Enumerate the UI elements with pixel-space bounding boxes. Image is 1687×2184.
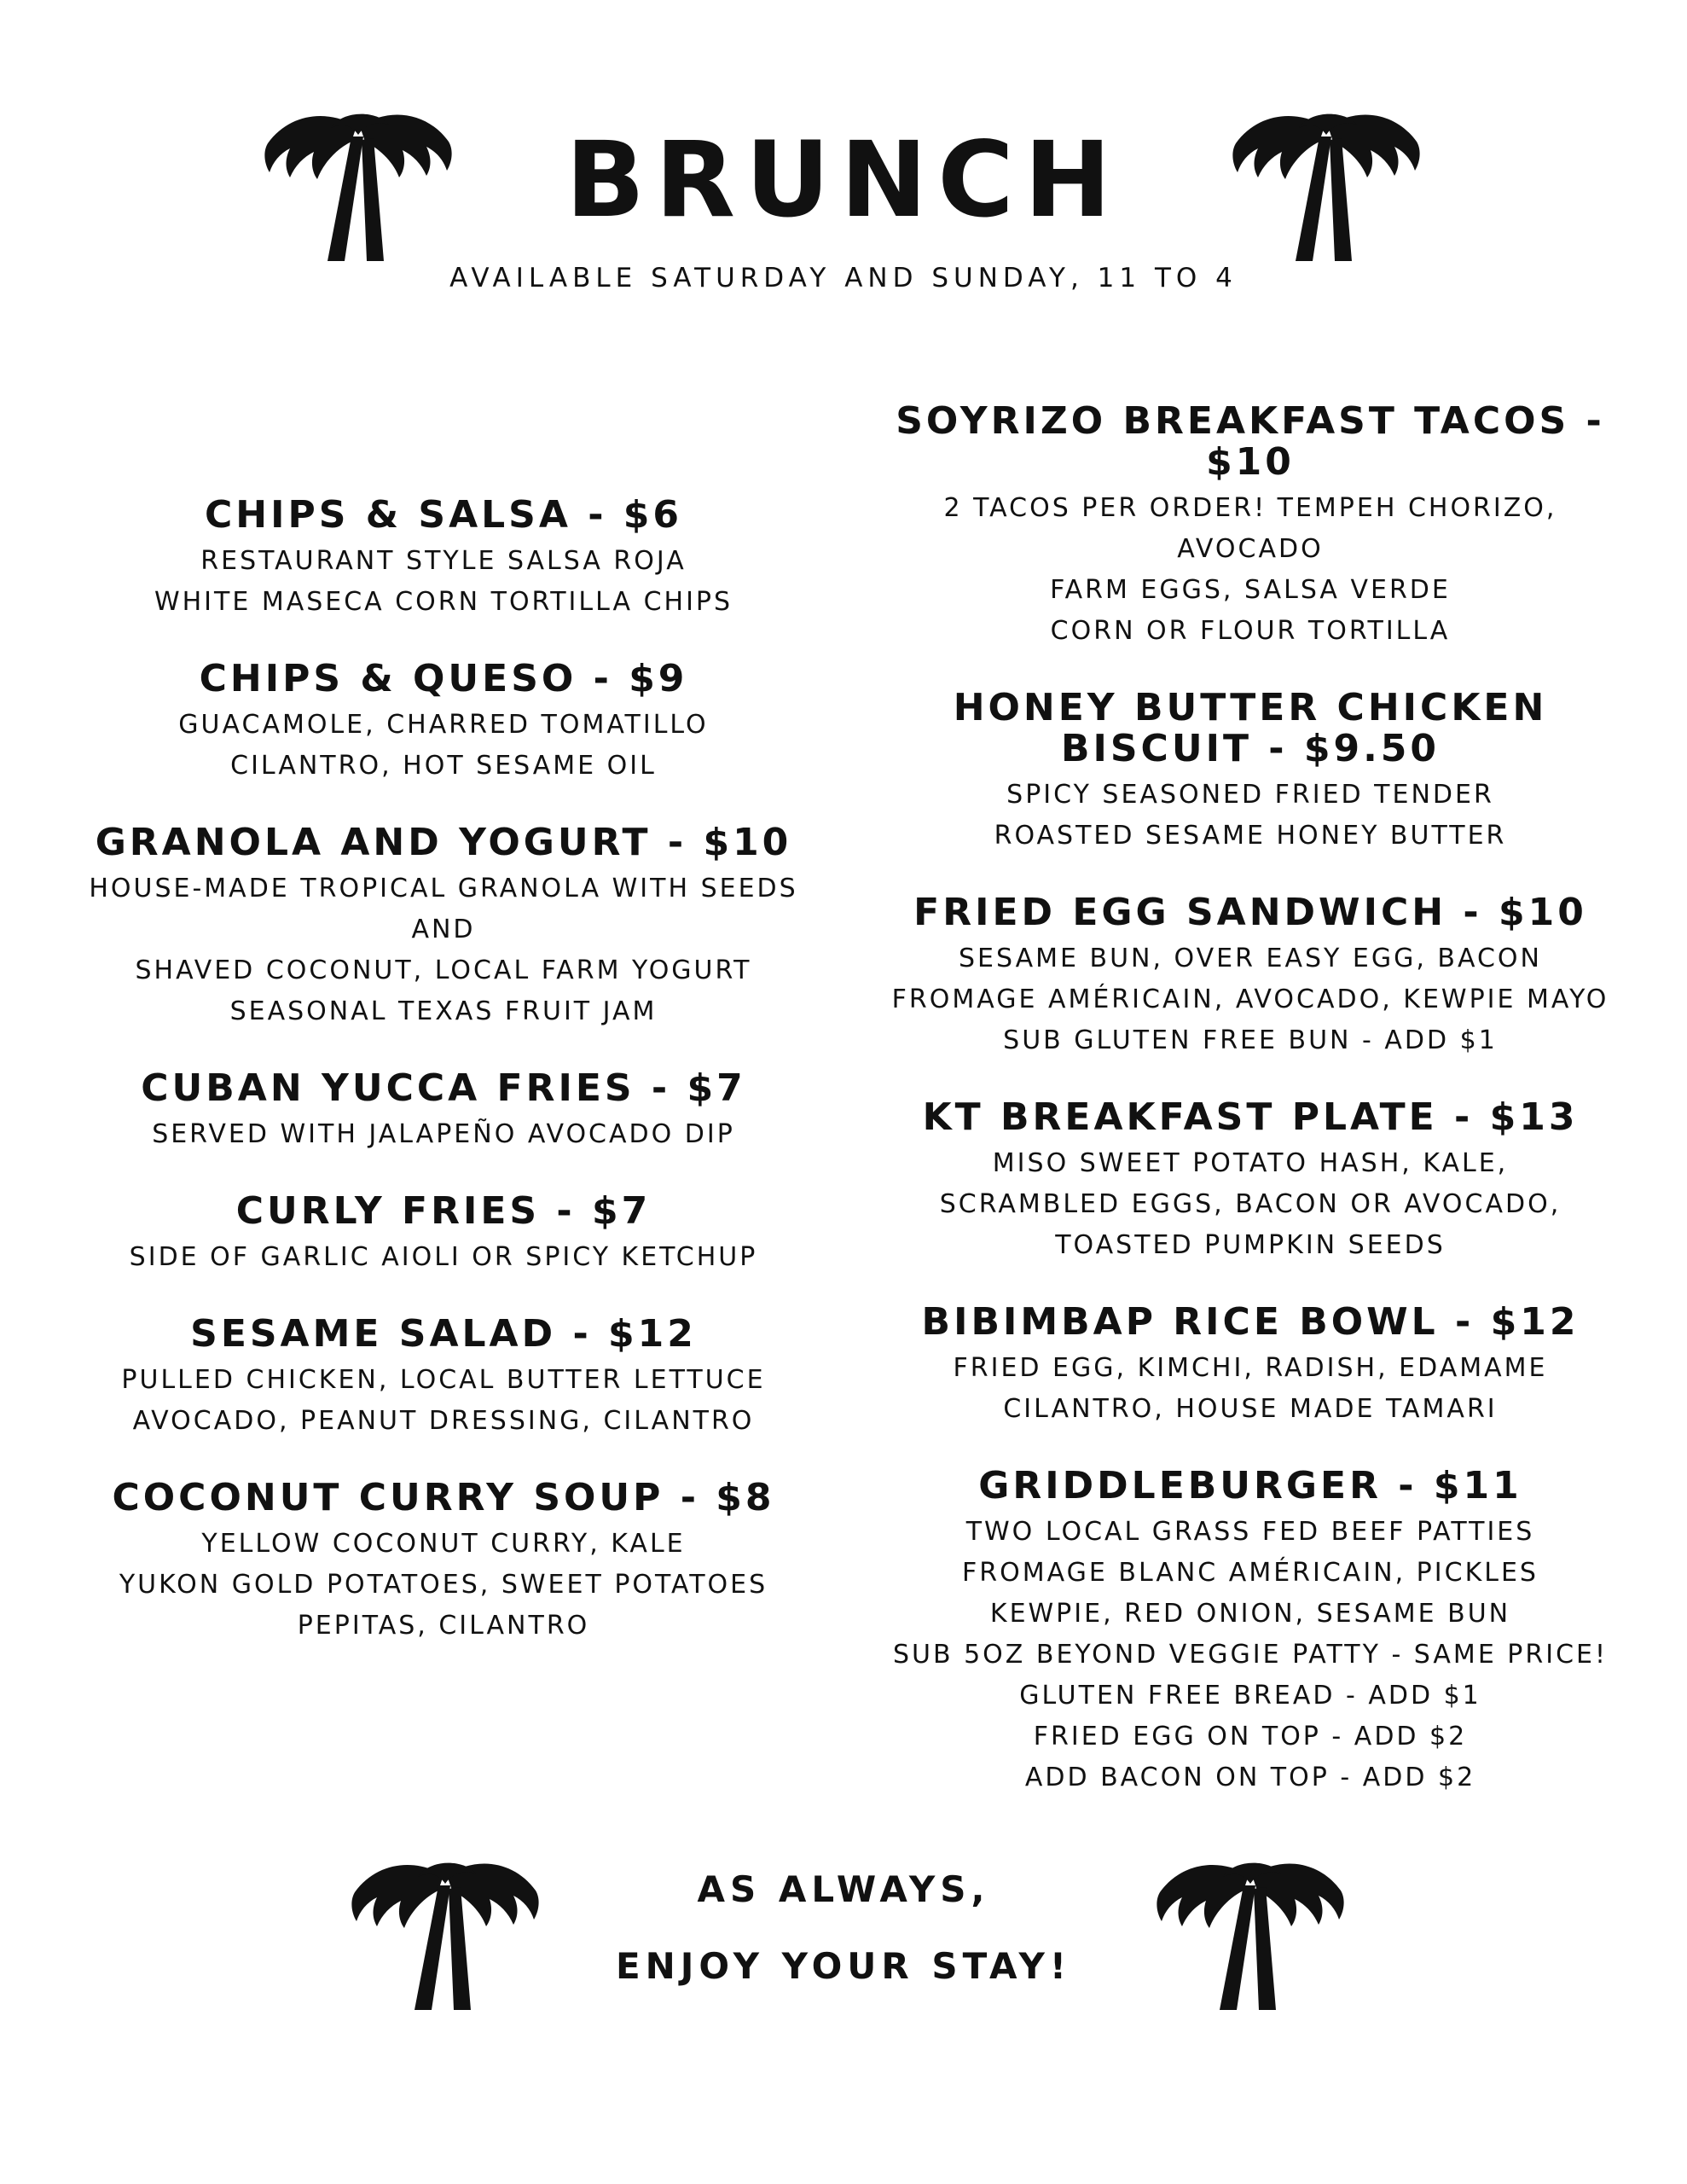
menu-item	[60, 822, 827, 1032]
menu-item-desc-line: YELLOW COCONUT CURRY, KALE	[201, 1529, 686, 1559]
menu-item-name: CURLY FRIES - $7	[235, 1189, 652, 1233]
menu-item	[867, 1302, 1634, 1430]
menu-item-desc-line: MISO SWEET POTATO HASH, KALE,	[992, 1148, 1509, 1178]
menu-item-name: BIBIMBAP RICE BOWL - $12	[921, 1300, 1580, 1344]
menu-item-desc-line: RESTAURANT STYLE SALSA ROJA	[200, 546, 687, 576]
menu-item-desc-line: ADD BACON ON TOP - ADD $2	[1024, 1763, 1476, 1792]
menu-item-desc-line: PULLED CHICKEN, LOCAL BUTTER LETTUCE	[121, 1365, 766, 1395]
menu-item-name: SESAME SALAD - $12	[190, 1312, 697, 1356]
menu-column-left	[60, 495, 827, 1682]
menu-item	[60, 1191, 827, 1278]
menu-item-desc-line: FROMAGE BLANC AMÉRICAIN, PICKLES	[962, 1558, 1539, 1588]
menu-item-name: CHIPS & QUESO - $9	[199, 657, 688, 700]
menu-item-desc-line: SHAVED COCONUT, LOCAL FARM YOGURT	[135, 956, 752, 985]
menu-item-name: COCONUT CURRY SOUP - $8	[112, 1476, 775, 1519]
menu-item-desc-line: SUB 5OZ BEYOND VEGGIE PATTY - SAME PRICE!	[892, 1640, 1609, 1670]
menu-item-desc-line: PEPITAS, CILANTRO	[297, 1611, 590, 1641]
menu-item	[60, 1478, 827, 1647]
menu-item-desc-line: TOASTED PUMPKIN SEEDS	[1055, 1230, 1446, 1260]
footer-line-2: ENJOY YOUR STAY!	[615, 1945, 1072, 1987]
menu-item	[60, 1068, 827, 1155]
menu-item-desc-line: YUKON GOLD POTATOES, SWEET POTATOES	[119, 1570, 768, 1600]
menu-item-desc-line: SEASONAL TEXAS FRUIT JAM	[229, 996, 658, 1026]
footer-line-1: AS ALWAYS,	[697, 1868, 990, 1910]
menu-item-desc-line: HOUSE-MADE TROPICAL GRANOLA WITH SEEDS AND	[89, 874, 798, 944]
menu-item-desc-line: SPICY SEASONED FRIED TENDER	[1006, 780, 1494, 810]
menu-item-desc-line: FRIED EGG ON TOP - ADD $2	[1033, 1722, 1468, 1751]
menu-item-name: KT BREAKFAST PLATE - $13	[922, 1095, 1579, 1139]
menu-item-desc-line: WHITE MASECA CORN TORTILLA CHIPS	[154, 587, 733, 617]
menu-column-right	[867, 401, 1634, 1834]
menu-item-name: CUBAN YUCCA FRIES - $7	[141, 1066, 746, 1110]
menu-item-desc-line: AVOCADO, PEANUT DRESSING, CILANTRO	[132, 1406, 755, 1436]
menu-item	[867, 688, 1634, 857]
menu-item-desc-line: CILANTRO, HOT SESAME OIL	[230, 751, 657, 781]
menu-item	[867, 1097, 1634, 1266]
menu-item	[867, 892, 1634, 1061]
menu-item-desc-line: SCRAMBLED EGGS, BACON OR AVOCADO,	[939, 1189, 1562, 1219]
menu-item-name: GRANOLA AND YOGURT - $10	[95, 821, 792, 864]
menu-item-desc-line: FROMAGE AMÉRICAIN, AVOCADO, KEWPIE MAYO	[891, 985, 1609, 1014]
menu-item-desc-line: FARM EGGS, SALSA VERDE	[1050, 575, 1451, 605]
menu-item-name: HONEY BUTTER CHICKEN	[953, 686, 1548, 729]
availability-subtitle: AVAILABLE SATURDAY AND SUNDAY, 11 TO 4	[449, 263, 1238, 293]
menu-item-desc-line: SERVED WITH JALAPEÑO AVOCADO DIP	[152, 1119, 735, 1149]
menu-item-desc-line: GLUTEN FREE BREAD - ADD $1	[1019, 1681, 1481, 1711]
menu-item-desc-line: FRIED EGG, KIMCHI, RADISH, EDAMAME	[953, 1353, 1548, 1383]
menu-item-desc-line: KEWPIE, RED ONION, SESAME BUN	[989, 1599, 1511, 1629]
menu-item-desc-line: CORN OR FLOUR TORTILLA	[1050, 616, 1451, 646]
menu-item-name: FRIED EGG SANDWICH - $10	[913, 891, 1587, 934]
menu-item-name: CHIPS & SALSA - $6	[204, 493, 683, 537]
page-title: BRUNCH	[565, 119, 1122, 241]
menu-item-desc-line: SESAME BUN, OVER EASY EGG, BACON	[959, 944, 1542, 973]
menu-item	[867, 401, 1634, 652]
menu-item	[60, 495, 827, 623]
menu-item	[60, 659, 827, 787]
menu-item-name: BISCUIT - $9.50	[1060, 727, 1441, 770]
menu-item	[60, 1314, 827, 1442]
menu-item-name: SOYRIZO BREAKFAST TACOS - $10	[896, 399, 1605, 484]
menu-item-desc-line: ROASTED SESAME HONEY BUTTER	[994, 821, 1507, 851]
menu-item-desc-line: SIDE OF GARLIC AIOLI OR SPICY KETCHUP	[129, 1242, 758, 1272]
menu-item-desc-line: CILANTRO, HOUSE MADE TAMARI	[1003, 1394, 1498, 1424]
menu-item-name: GRIDDLEBURGER - $11	[978, 1464, 1522, 1507]
menu-item	[867, 1466, 1634, 1798]
menu-item-desc-line: TWO LOCAL GRASS FED BEEF PATTIES	[965, 1517, 1535, 1547]
menu-item-desc-line: GUACAMOLE, CHARRED TOMATILLO	[178, 710, 709, 740]
menu-item-desc-line: SUB GLUTEN FREE BUN - ADD $1	[1003, 1025, 1498, 1055]
menu-item-desc-line: 2 TACOS PER ORDER! TEMPEH CHORIZO, AVOCADO	[943, 493, 1557, 564]
